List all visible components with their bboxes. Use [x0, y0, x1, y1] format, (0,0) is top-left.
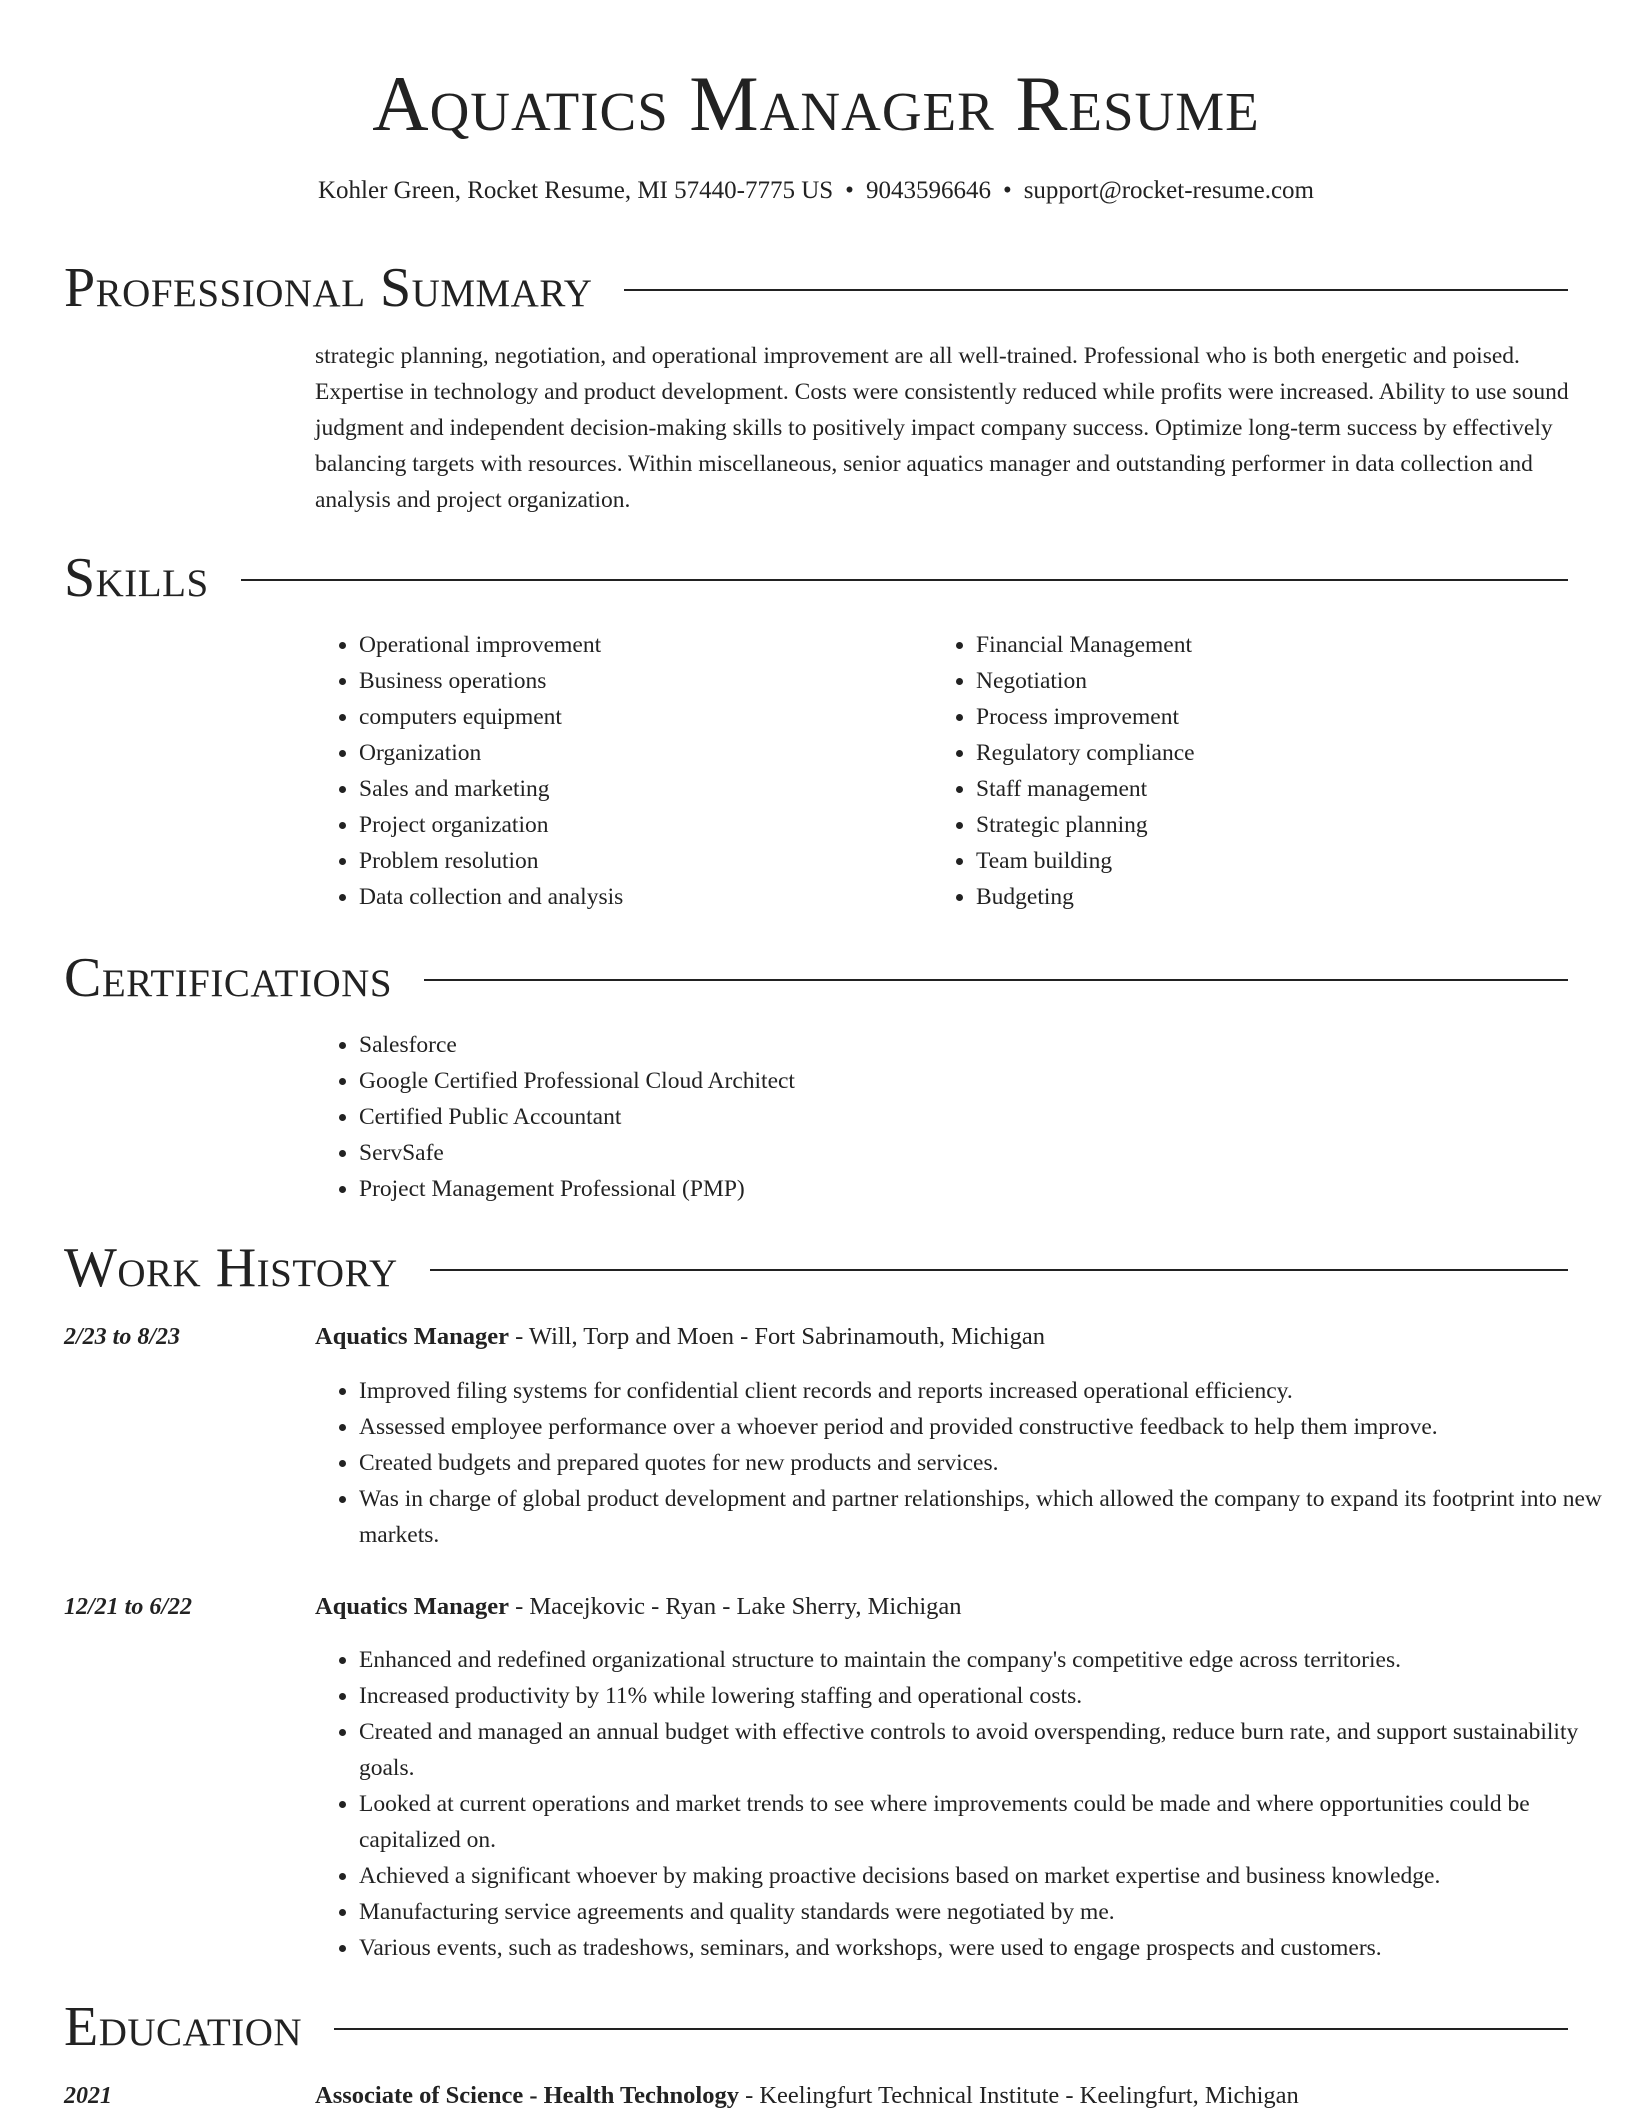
section-skills: [64, 546, 1568, 610]
list-item: • Team building: [976, 843, 1195, 879]
certifications-list: [315, 1027, 795, 1207]
job-bullets: [315, 1642, 1619, 1966]
job-company: - Macejkovic - Ryan - Lake Sherry, Michigan: [508, 1593, 962, 1620]
list-item: • Certified Public Accountant: [359, 1099, 795, 1135]
list-item: • Google Certified Professional Cloud Architect: [359, 1063, 795, 1099]
section-divider: [334, 2028, 1568, 2030]
list-item: • ServSafe: [359, 1135, 795, 1171]
section-heading: Work History: [64, 1237, 398, 1299]
contact-phone: 9043596646: [865, 177, 991, 204]
list-item: • Negotiation: [976, 663, 1195, 699]
list-item: • Project organization: [359, 807, 623, 843]
job-dates: 12/21 to 6/22: [64, 1594, 193, 1620]
job-dates: 2/23 to 8/23: [64, 1324, 181, 1350]
list-item: • Organization: [359, 735, 623, 771]
job-heading: [315, 1589, 962, 1625]
list-item: • Operational improvement: [359, 627, 623, 663]
list-item: • Problem resolution: [359, 843, 623, 879]
summary-text: strategic planning, negotiation, and operational improvement are all well-trained. Professional who is both energetic and poised. Expertise in technology and product development. Costs were consistently reduced while profits were increased. Ability to use sound judgment and independent decision-making skills to positively impact company success. Optimize long-term success by effectively balancing targets with resources. Within miscellaneous, senior aquatics manager and outstanding performer in data collection and analysis and project organization.: [315, 343, 1569, 513]
list-item: • Assessed employee performance over a whoever period and provided constructive feedback to help them improve.: [359, 1409, 1619, 1445]
section-divider: [241, 579, 1568, 581]
list-item: • Created budgets and prepared quotes for new products and services.: [359, 1445, 1619, 1481]
section-heading: Skills: [64, 547, 209, 609]
resume-title: Aquatics Manager Resume: [372, 60, 1260, 147]
section-divider: [430, 1269, 1568, 1271]
list-item: • Looked at current operations and market trends to see where improvements could be made and where opportunities could be capitalized on.: [359, 1786, 1619, 1858]
contact-separator: •: [1002, 177, 1012, 204]
skills-list-left: [315, 627, 623, 915]
list-item: • Financial Management: [976, 627, 1195, 663]
skills-list-right: [932, 627, 1195, 915]
list-item: • Increased productivity by 11% while lowering staffing and operational costs.: [359, 1678, 1619, 1714]
list-item: • Sales and marketing: [359, 771, 623, 807]
list-item: • Budgeting: [976, 879, 1195, 915]
section-work-history: [64, 1236, 1568, 1300]
education-degree: Associate of Science - Health Technology: [315, 2082, 739, 2109]
contact-address: Kohler Green, Rocket Resume, MI 57440-7775 US: [317, 177, 834, 204]
list-item: • Process improvement: [976, 699, 1195, 735]
contact-line: [0, 174, 1632, 208]
list-item: • Project Management Professional (PMP): [359, 1171, 795, 1207]
education-school: - Keelingfurt Technical Institute - Keelingfurt, Michigan: [738, 2082, 1299, 2109]
list-item: • Strategic planning: [976, 807, 1195, 843]
section-heading: Certifications: [64, 947, 393, 1009]
contact-separator: •: [845, 177, 854, 204]
list-item: • Was in charge of global product development and partner relationships, which allowed the company to expand its footprint into new markets.: [359, 1481, 1619, 1553]
contact-email: support@rocket-resume.com: [1023, 177, 1314, 204]
section-divider: [624, 289, 1568, 291]
job-title: Aquatics Manager: [315, 1593, 509, 1620]
job-title: Aquatics Manager: [315, 1323, 509, 1350]
section-heading: Professional Summary: [64, 257, 593, 319]
education-heading: [315, 2078, 1299, 2114]
section-certifications: [64, 946, 1568, 1010]
job-heading: [315, 1319, 1045, 1355]
list-item: • Salesforce: [359, 1027, 795, 1063]
list-item: • Staff management: [976, 771, 1195, 807]
section-divider: [424, 979, 1568, 981]
list-item: • Data collection and analysis: [359, 879, 623, 915]
section-heading: Education: [64, 1996, 303, 2058]
list-item: • Business operations: [359, 663, 623, 699]
education-date: 2021: [64, 2083, 112, 2109]
list-item: • computers equipment: [359, 699, 623, 735]
job-bullets: [315, 1373, 1619, 1553]
list-item: • Achieved a significant whoever by making proactive decisions based on market expertise and business knowledge.: [359, 1858, 1619, 1894]
list-item: • Created and managed an annual budget with effective controls to avoid overspending, reduce burn rate, and support sustainability goals.: [359, 1714, 1619, 1786]
section-education: [64, 1995, 1568, 2059]
list-item: • Enhanced and redefined organizational structure to maintain the company's competitive edge across territories.: [359, 1642, 1619, 1678]
list-item: • Regulatory compliance: [976, 735, 1195, 771]
list-item: • Manufacturing service agreements and quality standards were negotiated by me.: [359, 1894, 1619, 1930]
section-professional-summary: [64, 256, 1568, 320]
list-item: • Improved filing systems for confidential client records and reports increased operational efficiency.: [359, 1373, 1619, 1409]
list-item: • Various events, such as tradeshows, seminars, and workshops, were used to engage prospects and customers.: [359, 1930, 1619, 1966]
job-company: - Will, Torp and Moen - Fort Sabrinamouth, Michigan: [508, 1323, 1045, 1350]
